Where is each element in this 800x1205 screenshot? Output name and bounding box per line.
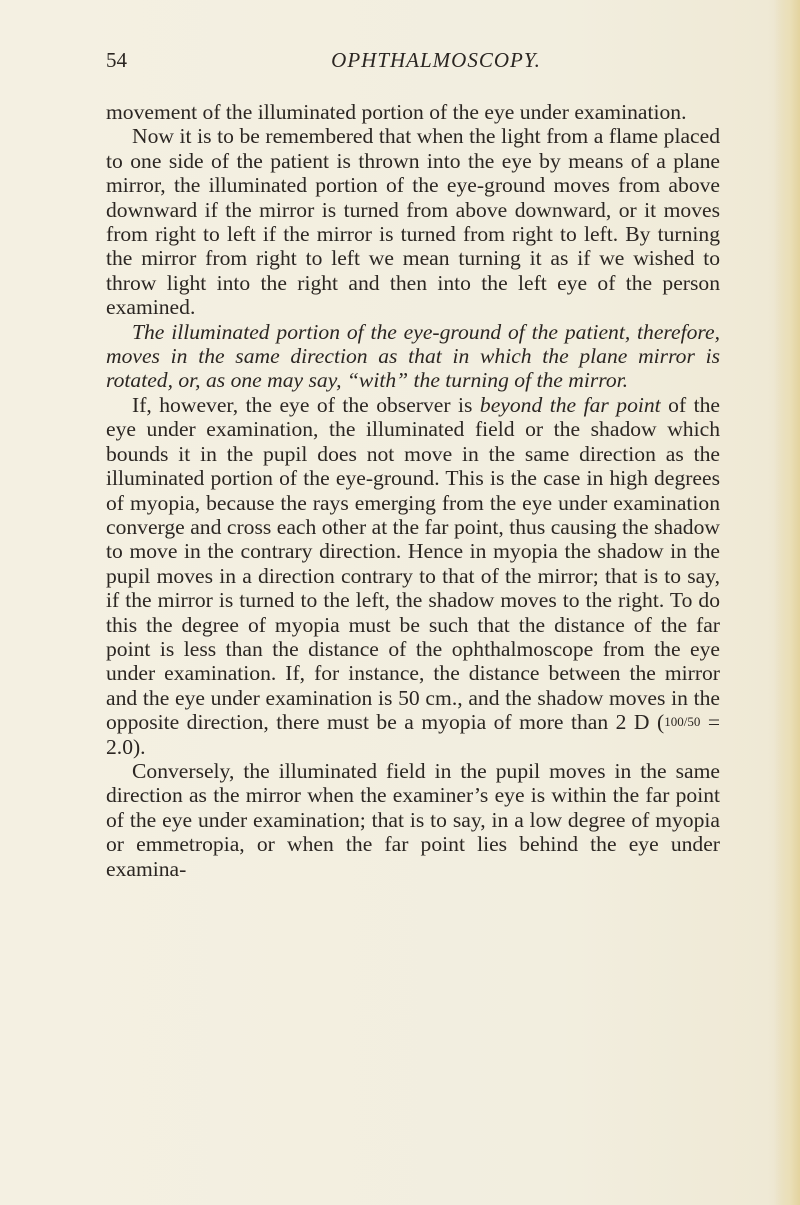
paragraph-4-italic: beyond the far point <box>479 392 661 417</box>
paragraph-3 <box>106 320 720 393</box>
paragraph-4-part-c: = 2.0). <box>106 710 720 759</box>
body-text <box>106 100 720 881</box>
paragraph-2: Now it is to be remembered that when the light from a flame placed to one side of the patient is thrown into the eye by means of a plane mirror, the illuminated portion of the eye-ground moves from above downward if the mirror is turned from above downward, or it moves from right to left if the mirror is turned from right to left. By turning the mirror from right to left we mean turning it as if we wished to throw light into the right and then into the left eye of the person examined. <box>106 124 720 320</box>
paragraph-5: Conversely, the illuminated field in the pupil moves in the same direction as the mirror when the examiner’s eye is within the far point of the eye under examination; that is to say, in a low degree of myopia or emmetropia, or when the far point lies behind the eye under examina- <box>106 758 720 881</box>
paragraph-4 <box>106 393 720 759</box>
paragraph-1: movement of the illuminated portion of the eye under examination. <box>106 100 687 124</box>
running-title: OPHTHALMOSCOPY. <box>331 48 541 72</box>
paragraph-4-part-a: If, however, the eye of the observer is <box>132 392 480 417</box>
paragraph-3-italic: The illuminated portion of the eye-ground of the patient, therefore, moves in the same direction as that in which the plane mirror is rotated, or, as one may say, “with” the turning of the mirror. <box>106 319 720 393</box>
page-header <box>106 48 726 78</box>
page-edge <box>774 0 800 1205</box>
fraction: 100/50 <box>664 714 701 730</box>
page-number: 54 <box>106 48 127 72</box>
paragraph-4-part-b: of the eye under examination, the illuminated field or the shadow which bounds it in the pupil does not move in the same direction as the illuminated portion of the eye-ground. This is the case in high degrees of myopia, because the rays emerging from the eye under examination converge and cross each other at the far point, thus causing the shadow to move in the contrary direction. Hence in myopia the shadow in the pupil moves in a direction contrary to that of the mirror; that is to say, if the mirror is turned to the left, the shadow moves to the right. To do this the degree of myopia must be such that the distance of the far point is less than the distance of the ophthalmoscope from the eye under examination. If, for instance, the distance between the mirror and the eye under examination is 50 cm., and the shadow moves in the opposite direction, there must be a myopia of more than 2 D ( <box>106 392 720 735</box>
